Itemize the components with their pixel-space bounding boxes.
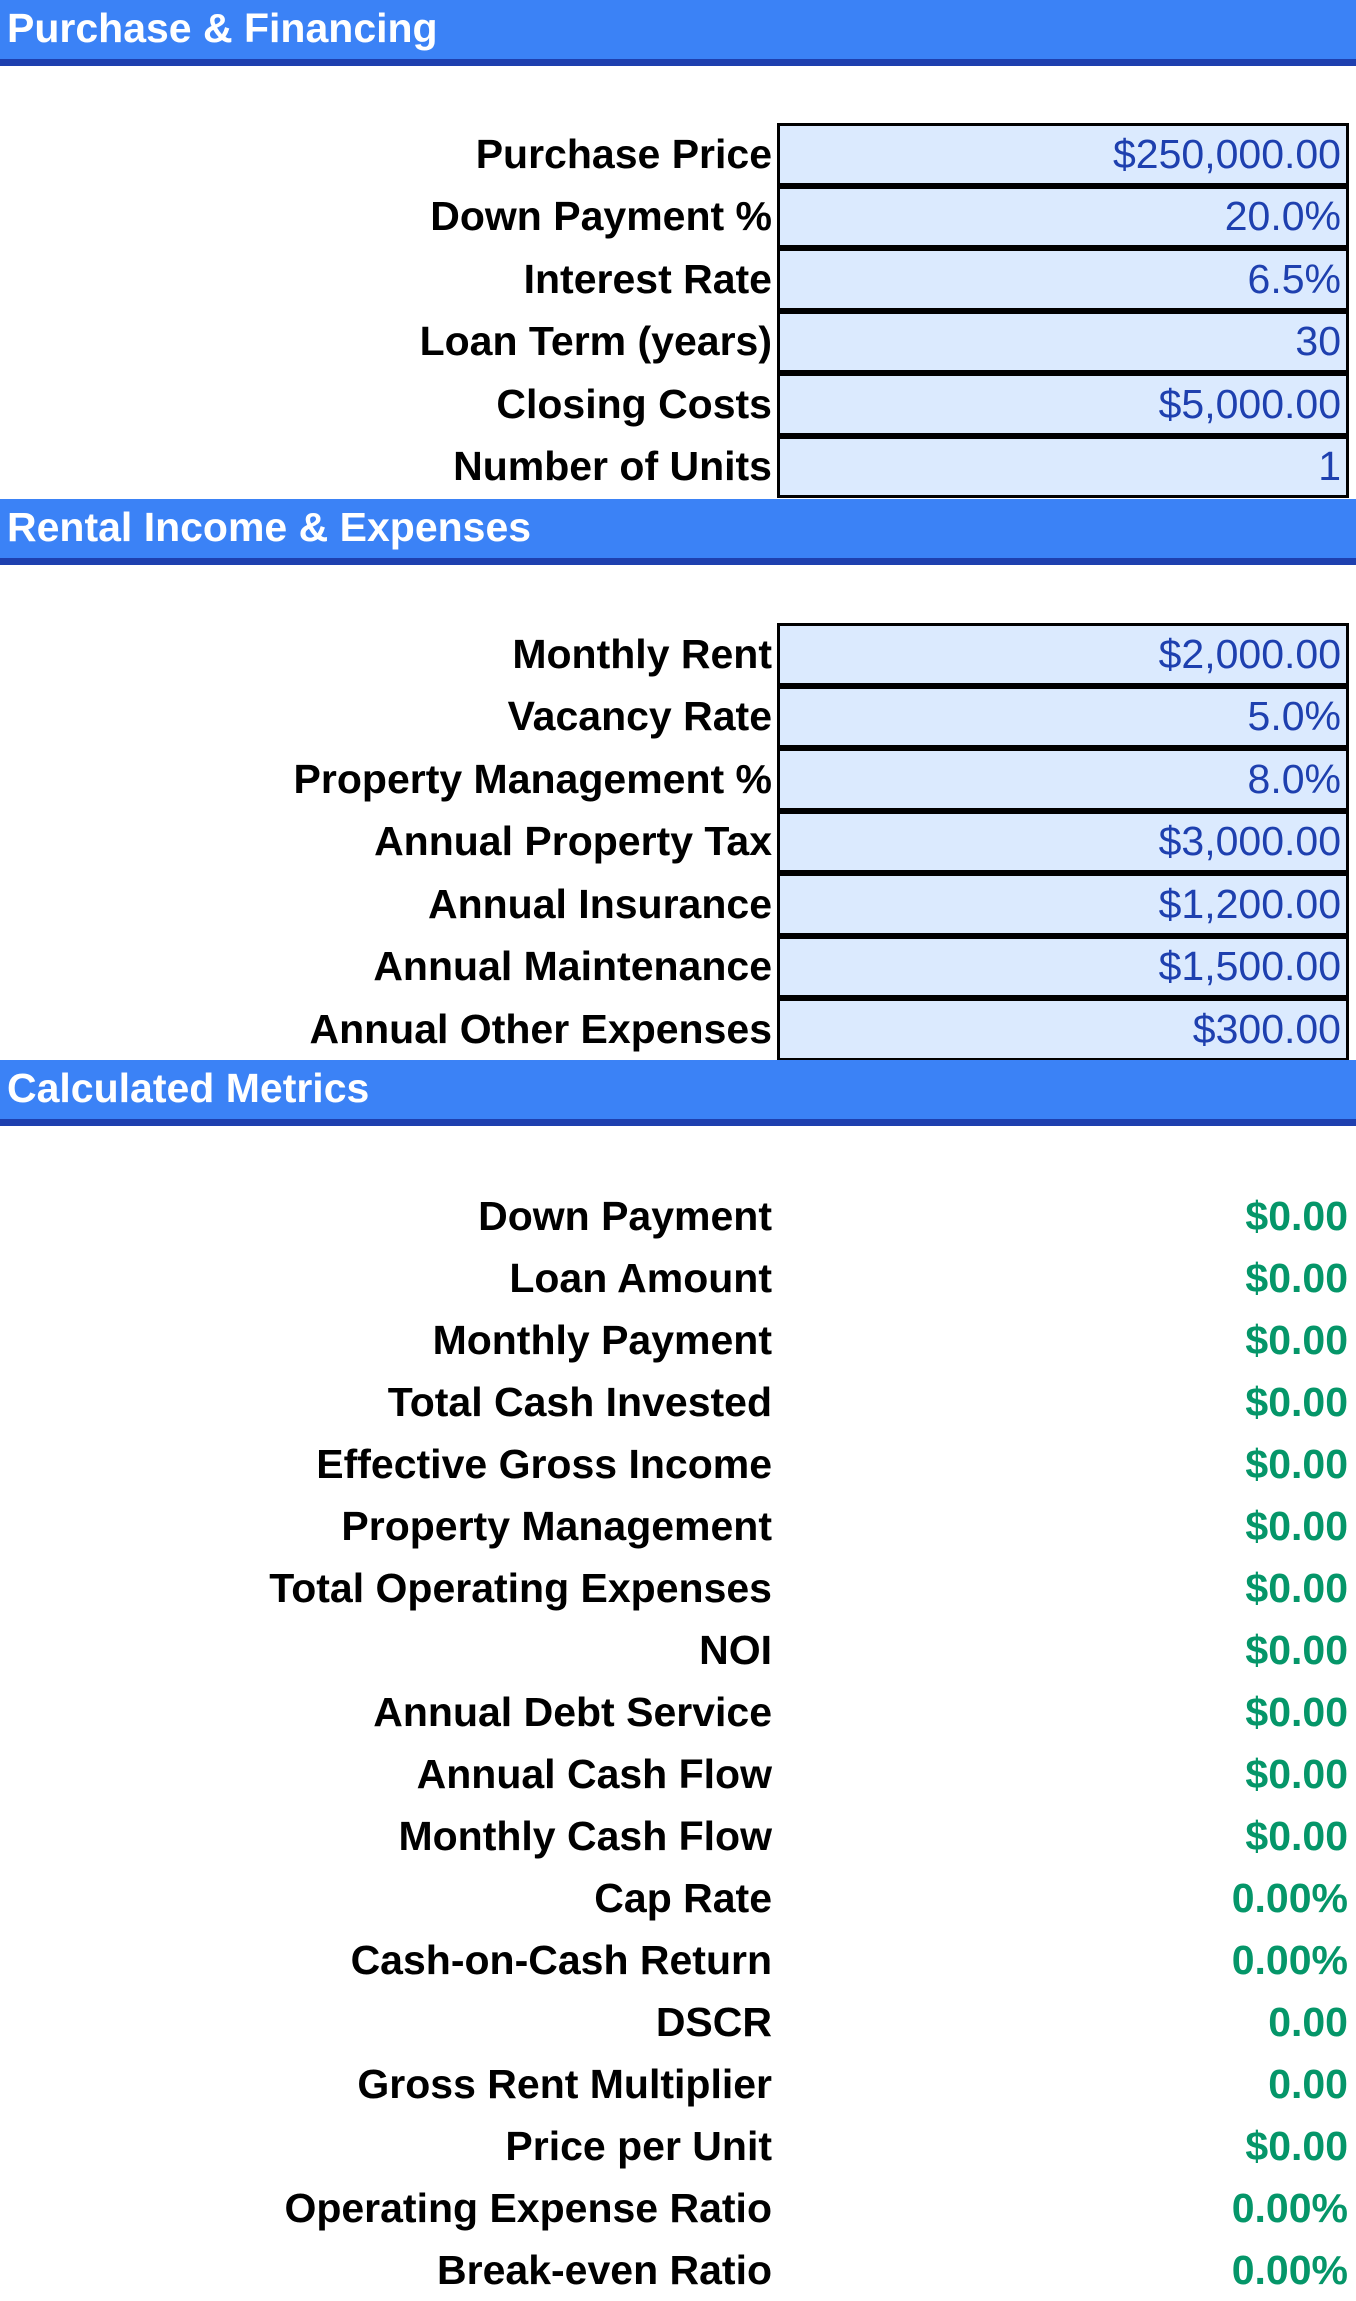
effective-gross-income-value: $0.00 [1245, 1440, 1348, 1487]
metric-label: Break-even Ratio [437, 2246, 772, 2293]
metric-label: Loan Amount [509, 1254, 772, 1301]
field-label: Purchase Price [475, 130, 772, 177]
field-label: Loan Term (years) [419, 318, 772, 365]
metric-row-loan-amount [0, 1247, 1356, 1309]
down-payment-value: $0.00 [1245, 1192, 1348, 1239]
metric-row-property-management [0, 1495, 1356, 1557]
metric-row-total-operating-expenses [0, 1557, 1356, 1619]
gross-rent-multiplier-value: 0.00 [1268, 2060, 1348, 2107]
annual-debt-service-value: $0.00 [1245, 1688, 1348, 1735]
section-header-purchase-financing [0, 0, 1356, 66]
monthly-cash-flow-value: $0.00 [1245, 1812, 1348, 1859]
metric-label: Cash-on-Cash Return [350, 1936, 772, 1983]
break-even-ratio-value: 0.00% [1231, 2246, 1348, 2293]
metric-row-price-per-unit [0, 2115, 1356, 2177]
field-label: Down Payment % [430, 193, 772, 240]
operating-expense-ratio-value: 0.00% [1231, 2184, 1348, 2231]
section-header-rental-income-expenses [0, 499, 1356, 565]
input-row-annual-insurance [0, 873, 1356, 936]
metric-label: NOI [699, 1626, 772, 1673]
metric-row-monthly-cash-flow [0, 1805, 1356, 1867]
input-row-loan-term [0, 311, 1356, 374]
property-management-pct-input[interactable]: 8.0% [777, 748, 1349, 811]
input-row-purchase-price [0, 123, 1356, 186]
loan-amount-value: $0.00 [1245, 1254, 1348, 1301]
metric-row-total-cash-invested [0, 1371, 1356, 1433]
input-row-number-of-units [0, 436, 1356, 499]
closing-costs-input[interactable]: $5,000.00 [777, 373, 1349, 436]
metric-row-break-even-ratio [0, 2239, 1356, 2301]
field-label: Annual Insurance [427, 880, 772, 927]
vacancy-rate-input[interactable]: 5.0% [777, 686, 1349, 749]
number-of-units-input[interactable]: 1 [777, 436, 1349, 499]
metric-label: Price per Unit [505, 2122, 772, 2169]
down-payment-pct-input[interactable]: 20.0% [777, 186, 1349, 249]
input-row-monthly-rent [0, 623, 1356, 686]
metric-row-annual-debt-service [0, 1681, 1356, 1743]
metric-label: Effective Gross Income [316, 1440, 772, 1487]
field-label: Property Management % [293, 755, 772, 802]
metric-row-noi [0, 1619, 1356, 1681]
metric-row-annual-cash-flow [0, 1743, 1356, 1805]
metric-label: Operating Expense Ratio [284, 2184, 772, 2231]
field-label: Monthly Rent [512, 630, 772, 677]
annual-cash-flow-value: $0.00 [1245, 1750, 1348, 1797]
input-row-interest-rate [0, 248, 1356, 311]
field-label: Annual Maintenance [373, 943, 772, 990]
metric-label: Total Cash Invested [387, 1378, 772, 1425]
section-title: Calculated Metrics [7, 1065, 370, 1111]
metric-label: Annual Debt Service [373, 1688, 772, 1735]
field-label: Closing Costs [496, 380, 772, 427]
metric-label: Total Operating Expenses [269, 1564, 772, 1611]
dscr-value: 0.00 [1268, 1998, 1348, 2045]
metric-label: Monthly Payment [432, 1316, 772, 1363]
section-title: Rental Income & Expenses [7, 504, 532, 550]
input-row-annual-property-tax [0, 811, 1356, 874]
input-row-property-management-pct [0, 748, 1356, 811]
property-management-value: $0.00 [1245, 1502, 1348, 1549]
annual-maintenance-input[interactable]: $1,500.00 [777, 936, 1349, 999]
metric-label: Cap Rate [594, 1874, 772, 1921]
metric-row-gross-rent-multiplier [0, 2053, 1356, 2115]
metric-label: Down Payment [478, 1192, 772, 1239]
metric-label: DSCR [655, 1998, 772, 2045]
interest-rate-input[interactable]: 6.5% [777, 248, 1349, 311]
metric-row-operating-expense-ratio [0, 2177, 1356, 2239]
field-label: Interest Rate [523, 255, 772, 302]
section-header-calculated-metrics [0, 1060, 1356, 1126]
annual-insurance-input[interactable]: $1,200.00 [777, 873, 1349, 936]
metric-row-cap-rate [0, 1867, 1356, 1929]
cap-rate-value: 0.00% [1231, 1874, 1348, 1921]
field-label: Number of Units [453, 443, 772, 490]
annual-other-expenses-input[interactable]: $300.00 [777, 998, 1349, 1061]
noi-value: $0.00 [1245, 1626, 1348, 1673]
metric-label: Property Management [341, 1502, 772, 1549]
input-row-down-payment-pct [0, 186, 1356, 249]
loan-term-input[interactable]: 30 [777, 311, 1349, 374]
field-label: Annual Property Tax [374, 818, 772, 865]
purchase-price-input[interactable]: $250,000.00 [777, 123, 1349, 186]
metric-row-dscr [0, 1991, 1356, 2053]
monthly-payment-value: $0.00 [1245, 1316, 1348, 1363]
field-label: Annual Other Expenses [309, 1005, 772, 1052]
metric-row-cash-on-cash-return [0, 1929, 1356, 1991]
input-row-annual-other-expenses [0, 998, 1356, 1061]
metric-row-monthly-payment [0, 1309, 1356, 1371]
cash-on-cash-return-value: 0.00% [1231, 1936, 1348, 1983]
input-row-closing-costs [0, 373, 1356, 436]
input-row-annual-maintenance [0, 936, 1356, 999]
metric-row-down-payment [0, 1185, 1356, 1247]
total-cash-invested-value: $0.00 [1245, 1378, 1348, 1425]
metric-label: Gross Rent Multiplier [357, 2060, 772, 2107]
annual-property-tax-input[interactable]: $3,000.00 [777, 811, 1349, 874]
input-row-vacancy-rate [0, 686, 1356, 749]
monthly-rent-input[interactable]: $2,000.00 [777, 623, 1349, 686]
metric-label: Monthly Cash Flow [398, 1812, 772, 1859]
field-label: Vacancy Rate [507, 693, 772, 740]
price-per-unit-value: $0.00 [1245, 2122, 1348, 2169]
metric-row-effective-gross-income [0, 1433, 1356, 1495]
total-operating-expenses-value: $0.00 [1245, 1564, 1348, 1611]
metric-label: Annual Cash Flow [416, 1750, 772, 1797]
section-title: Purchase & Financing [7, 5, 438, 51]
